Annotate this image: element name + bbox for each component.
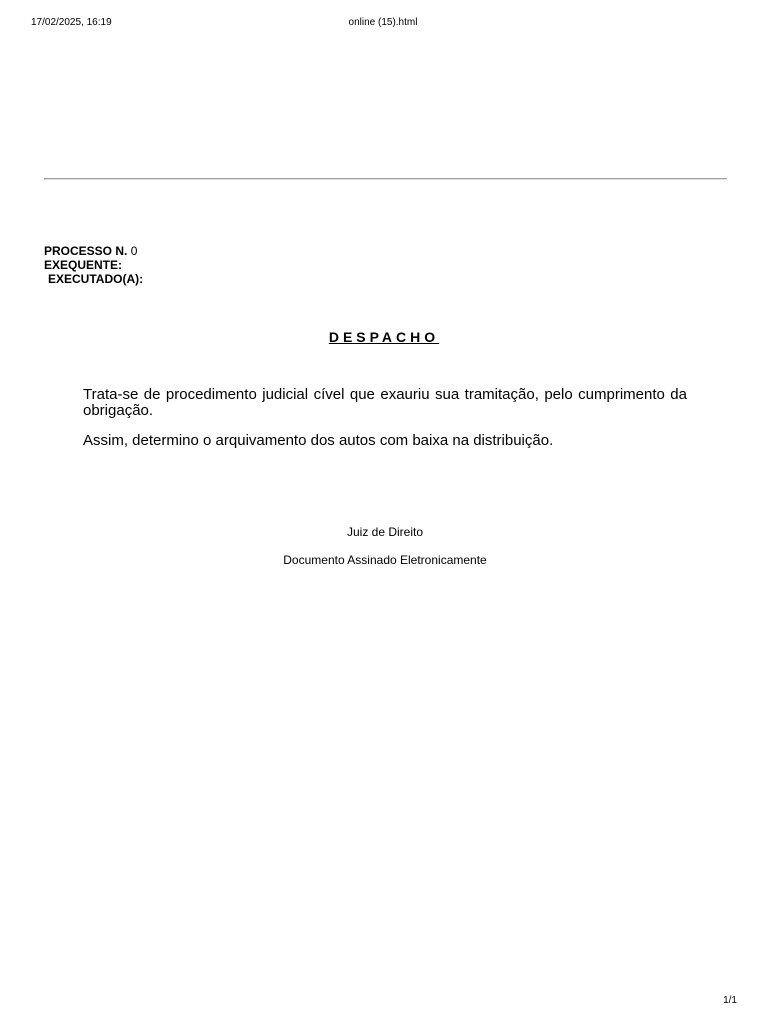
body-paragraph: Trata-se de procedimento judicial cível que exauriu sua tramitação, pelo cumprimento da obrigação.: [83, 386, 687, 419]
process-number-line: [44, 244, 143, 258]
case-info-block: [44, 244, 143, 286]
process-number-value: 0: [127, 244, 138, 258]
debtor-label: EXECUTADO(A):: [48, 272, 144, 286]
header-divider: [44, 178, 727, 180]
debtor-line: [44, 272, 143, 286]
print-datetime: 17/02/2025, 16:19: [31, 17, 112, 28]
document-title: DESPACHO: [328, 329, 440, 345]
document-body: [83, 387, 687, 463]
signature-role: Juiz de Direito: [346, 525, 424, 539]
print-page-count: 1/1: [723, 995, 737, 1006]
body-paragraph: Assim, determino o arquivamento dos autos com baixa na distribuição.: [83, 432, 554, 449]
signature-note: Documento Assinado Eletronicamente: [283, 553, 487, 567]
process-number-label: PROCESSO N.: [44, 244, 128, 258]
creditor-label: EXEQUENTE:: [44, 258, 123, 272]
print-filename: online (15).html: [348, 17, 418, 28]
creditor-line: [44, 258, 143, 272]
